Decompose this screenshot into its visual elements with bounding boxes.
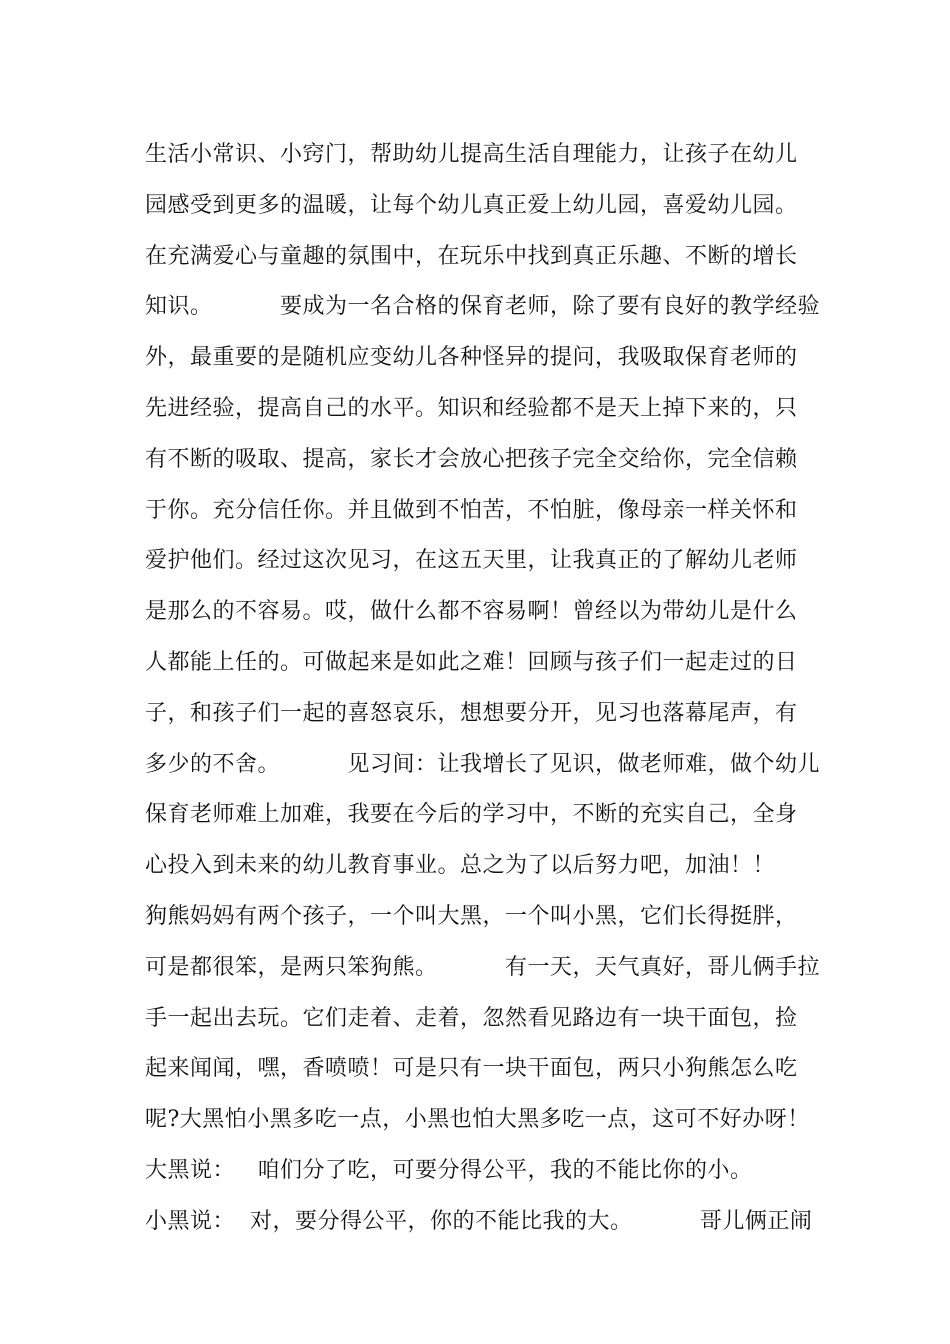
text-line: 心投入到未来的幼儿教育事业。总之为了以后努力吧，加油！！ [145, 853, 776, 879]
text-line: 起来闻闻，嘿，香喷喷！可是只有一块干面包，两只小狗熊怎么吃 [145, 1056, 798, 1082]
text-line: 园感受到更多的温暖，让每个幼儿真正爱上幼儿园，喜爱幼儿园。 [145, 192, 798, 218]
text-line: 生活小常识、小窍门，帮助幼儿提高生活自理能力，让孩子在幼儿 [145, 142, 798, 167]
text-line: 爱护他们。经过这次见习，在这五天里，让我真正的了解幼儿老师 [145, 548, 798, 574]
text-line: 有不断的吸取、提高，家长才会放心把孩子完全交给你，完全信赖 [145, 446, 798, 472]
text-line: 子，和孩子们一起的喜怒哀乐，想想要分开，见习也落幕尾声，有 [145, 700, 798, 726]
text-line: 知识。 要成为一名合格的保育老师，除了要有良好的教学经验 [145, 294, 820, 320]
text-line: 保育老师难上加难，我要在今后的学习中，不断的充实自己，全身 [145, 802, 798, 828]
body-text [145, 130, 820, 1248]
text-line: 狗熊妈妈有两个孩子，一个叫大黑，一个叫小黑，它们长得挺胖， [145, 903, 798, 929]
text-line: 呢?大黑怕小黑多吃一点，小黑也怕大黑多吃一点，这可不好办呀！ [145, 1107, 810, 1133]
text-line: 人都能上任的。可做起来是如此之难！回顾与孩子们一起走过的日 [145, 649, 798, 675]
text-line: 大黑说： 咱们分了吃，可要分得公平，我的不能比你的小。 [145, 1157, 753, 1183]
text-line: 多少的不舍。 见习间：让我增长了见识，做老师难，做个幼儿 [145, 751, 820, 777]
text-line: 小黑说： 对，要分得公平，你的不能比我的大。 哥儿俩正闹 [145, 1208, 813, 1234]
text-line: 先进经验，提高自己的水平。知识和经验都不是天上掉下来的，只 [145, 395, 798, 421]
text-line: 手一起出去玩。它们走着、走着，忽然看见路边有一块干面包，捡 [145, 1005, 798, 1031]
text-line: 于你。充分信任你。并且做到不怕苦，不怕脏，像母亲一样关怀和 [145, 497, 798, 523]
text-line: 在充满爱心与童趣的氛围中，在玩乐中找到真正乐趣、不断的增长 [145, 243, 798, 269]
text-line: 外，最重要的是随机应变幼儿各种怪异的提问，我吸取保育老师的 [145, 345, 798, 371]
text-line: 是那么的不容易。哎，做什么都不容易啊！曾经以为带幼儿是什么 [145, 599, 798, 625]
text-line: 可是都很笨，是两只笨狗熊。 有一天，天气真好，哥儿俩手拉 [145, 954, 820, 980]
